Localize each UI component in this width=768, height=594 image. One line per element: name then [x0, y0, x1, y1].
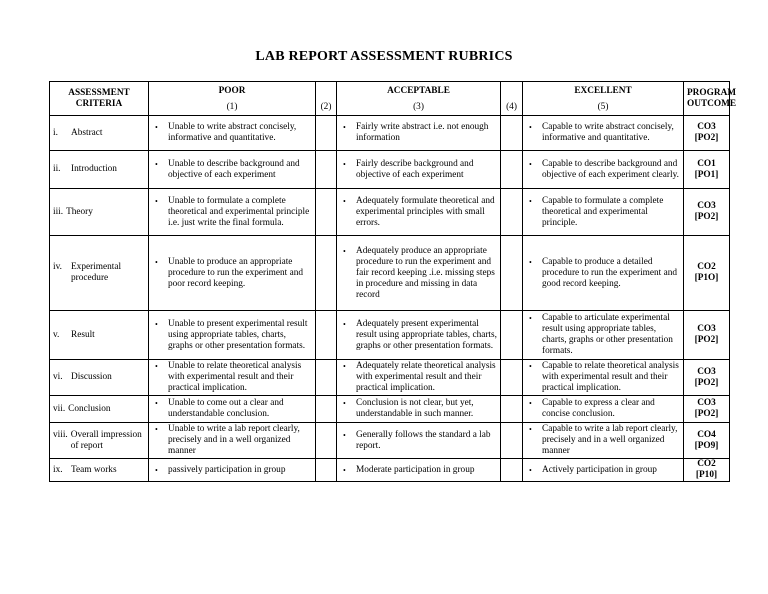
- excellent-cell: [523, 311, 684, 360]
- table-row: [50, 116, 730, 151]
- header-poor: [149, 82, 316, 116]
- bullet-icon: •: [529, 257, 532, 267]
- program-outcome: CO3 [PO2]: [684, 360, 730, 396]
- bullet-icon: •: [155, 425, 158, 434]
- acceptable-cell: [337, 151, 501, 189]
- header-acceptable-score: (3): [413, 101, 424, 112]
- table-row: [50, 459, 730, 482]
- bullet-icon: •: [155, 257, 158, 267]
- page-title: LAB REPORT ASSESSMENT RUBRICS: [255, 49, 513, 64]
- excellent-cell: [523, 116, 684, 151]
- excellent-description: Capable to relate theoretical analysis with experimental result and their practical implication.: [542, 361, 679, 393]
- excellent-cell: [523, 151, 684, 189]
- table-row: [50, 236, 730, 311]
- bullet-icon: •: [343, 465, 346, 475]
- acceptable-description: Adequately formulate theoretical and experimental principles with small errors.: [356, 195, 495, 228]
- header-acceptable: [337, 82, 501, 116]
- poor-description: Unable to relate theoretical analysis with experimental result and their practical implication.: [168, 361, 302, 393]
- criterion-cell: [50, 236, 149, 311]
- excellent-cell: [523, 236, 684, 311]
- criterion-cell: [50, 423, 149, 459]
- criterion-cell: [50, 189, 149, 236]
- acceptable-description: Conclusion is not clear, but yet, understandable in such manner.: [356, 398, 474, 419]
- criterion-cell: [50, 459, 149, 482]
- bullet-icon: •: [343, 362, 346, 371]
- criterion-label: Experimental procedure: [71, 262, 122, 283]
- acceptable-cell: [337, 423, 501, 459]
- poor-cell: [149, 311, 316, 360]
- excellent-cell: [523, 360, 684, 396]
- criterion-number: iii.: [53, 206, 64, 217]
- header-poor-score: (1): [226, 101, 238, 112]
- criterion-number: vi.: [53, 372, 63, 382]
- header-excellent-label: EXCELLENT: [574, 85, 632, 96]
- excellent-description: Capable to write a lab report clearly, precisely and in a well organized manner: [542, 424, 678, 456]
- poor-cell: [149, 236, 316, 311]
- bullet-icon: •: [529, 399, 532, 408]
- criterion-label: Discussion: [71, 372, 112, 382]
- excellent-description: Capable to produce a detailed procedure to run the experiment and good record keeping.: [542, 256, 678, 289]
- poor-description: Unable to produce an appropriate procedure to run the experiment and poor record keeping.: [168, 256, 304, 289]
- bullet-icon: •: [343, 159, 346, 169]
- acceptable-description: Fairly write abstract i.e. not enough information: [356, 122, 489, 143]
- excellent-cell: [523, 459, 684, 482]
- poor-description: Unable to come out a clear and understandable conclusion.: [168, 398, 284, 419]
- excellent-cell: [523, 423, 684, 459]
- header-row: [50, 82, 730, 116]
- header-poor-label: POOR: [218, 85, 246, 96]
- score-2-cell: [316, 360, 337, 396]
- score-4-cell: [501, 396, 523, 423]
- criterion-number: ii.: [53, 164, 61, 174]
- poor-description: Unable to present experimental result using appropriate tables, charts, graphs or other presentation formats.: [168, 318, 308, 351]
- bullet-icon: •: [343, 123, 346, 132]
- poor-cell: [149, 423, 316, 459]
- score-4-cell: [501, 311, 523, 360]
- bullet-icon: •: [529, 314, 532, 323]
- score-2-cell: [316, 189, 337, 236]
- score-2-cell: [316, 236, 337, 311]
- bullet-icon: •: [529, 159, 532, 169]
- acceptable-description: Adequately present experimental result using appropriate tables, charts, graphs or other presentation formats.: [356, 318, 497, 351]
- poor-cell: [149, 116, 316, 151]
- header-criteria: ASSESSMENT CRITERIA: [50, 82, 149, 116]
- acceptable-cell: [337, 396, 501, 423]
- bullet-icon: •: [155, 465, 158, 475]
- acceptable-description: Generally follows the standard a lab report.: [356, 429, 491, 451]
- program-outcome: CO3 [PO2]: [684, 189, 730, 236]
- acceptable-cell: [337, 189, 501, 236]
- criterion-cell: [50, 116, 149, 151]
- acceptable-description: Adequately produce an appropriate procedure to run the experiment and fair record keeping .i.e. missing steps in procedure and missing in data record: [356, 245, 495, 300]
- bullet-icon: •: [529, 425, 532, 434]
- criterion-label: Introduction: [71, 164, 117, 174]
- criterion-cell: [50, 360, 149, 396]
- program-outcome: CO4 [PO9]: [684, 423, 730, 459]
- criterion-number: iv.: [53, 262, 62, 272]
- criterion-number: viii.: [53, 429, 68, 440]
- table-row: [50, 311, 730, 360]
- bullet-icon: •: [529, 123, 532, 132]
- program-outcome: CO1 [PO1]: [684, 151, 730, 189]
- criterion-number: v.: [53, 329, 60, 340]
- poor-description: Unable to formulate a complete theoretical and experimental principle i.e. just write the final formula.: [168, 195, 310, 228]
- bullet-icon: •: [529, 196, 532, 206]
- header-score-4: (4): [501, 82, 523, 116]
- acceptable-description: Fairly describe background and objective of each experiment: [356, 158, 474, 180]
- program-outcome: CO3 [PO2]: [684, 396, 730, 423]
- excellent-description: Capable to write abstract concisely, informative and quantitative.: [542, 122, 674, 143]
- program-outcome: CO3 [PO2]: [684, 116, 730, 151]
- score-2-cell: [316, 396, 337, 423]
- bullet-icon: •: [155, 362, 158, 371]
- criterion-label: Theory: [66, 206, 93, 217]
- acceptable-cell: [337, 236, 501, 311]
- score-4-cell: [501, 189, 523, 236]
- criterion-label: Team works: [71, 464, 117, 475]
- score-4-cell: [501, 360, 523, 396]
- acceptable-cell: [337, 459, 501, 482]
- score-2-cell: [316, 151, 337, 189]
- bullet-icon: •: [529, 465, 532, 475]
- bullet-icon: •: [155, 319, 158, 329]
- bullet-icon: •: [343, 430, 346, 440]
- header-excellent: [523, 82, 684, 116]
- header-excellent-score: (5): [597, 101, 609, 112]
- poor-description: passively participation in group: [168, 464, 286, 475]
- bullet-icon: •: [529, 362, 532, 371]
- score-4-cell: [501, 423, 523, 459]
- acceptable-description: Moderate participation in group: [356, 464, 475, 475]
- criterion-number: i.: [53, 127, 58, 138]
- poor-cell: [149, 189, 316, 236]
- poor-cell: [149, 396, 316, 423]
- excellent-description: Capable to describe background and objective of each experiment clearly.: [542, 158, 679, 180]
- criterion-number: vii.: [53, 403, 66, 414]
- criterion-number: ix.: [53, 464, 63, 475]
- bullet-icon: •: [155, 123, 158, 132]
- score-2-cell: [316, 459, 337, 482]
- criterion-label: Result: [71, 329, 95, 340]
- bullet-icon: •: [343, 319, 346, 329]
- acceptable-cell: [337, 311, 501, 360]
- criterion-label: Abstract: [71, 127, 103, 138]
- bullet-icon: •: [343, 246, 346, 256]
- bullet-icon: •: [155, 399, 158, 408]
- excellent-description: Actively participation in group: [542, 464, 657, 475]
- score-4-cell: [501, 459, 523, 482]
- excellent-description: Capable to articulate experimental result using appropriate tables, charts, graphs or other presentation formats.: [542, 313, 673, 356]
- score-2-cell: [316, 311, 337, 360]
- criterion-cell: [50, 396, 149, 423]
- score-2-cell: [316, 116, 337, 151]
- table-row: [50, 423, 730, 459]
- criterion-cell: [50, 311, 149, 360]
- program-outcome: CO2 [P1O]: [684, 236, 730, 311]
- poor-cell: [149, 360, 316, 396]
- poor-cell: [149, 459, 316, 482]
- acceptable-cell: [337, 360, 501, 396]
- bullet-icon: •: [343, 399, 346, 408]
- table-row: [50, 151, 730, 189]
- score-4-cell: [501, 236, 523, 311]
- score-4-cell: [501, 151, 523, 189]
- excellent-cell: [523, 189, 684, 236]
- poor-cell: [149, 151, 316, 189]
- acceptable-description: Adequately relate theoretical analysis with experimental result and their practical implication.: [356, 361, 496, 393]
- poor-description: Unable to write abstract concisely, informative and quantitative.: [168, 122, 297, 143]
- excellent-cell: [523, 396, 684, 423]
- excellent-description: Capable to express a clear and concise conclusion.: [542, 398, 655, 419]
- poor-description: Unable to write a lab report clearly, precisely and in a well organized manner: [168, 424, 300, 456]
- table-row: [50, 396, 730, 423]
- bullet-icon: •: [155, 196, 158, 206]
- program-outcome: CO3 [PO2]: [684, 311, 730, 360]
- criterion-label: Conclusion: [68, 403, 111, 414]
- table-row: [50, 360, 730, 396]
- program-outcome: CO2 [P10]: [684, 459, 730, 482]
- bullet-icon: •: [155, 159, 158, 169]
- criterion-label: Overall impression of report: [70, 429, 142, 451]
- table-row: [50, 189, 730, 236]
- criterion-cell: [50, 151, 149, 189]
- score-2-cell: [316, 423, 337, 459]
- header-program-outcome: PROGRAM OUTCOME: [684, 82, 730, 116]
- poor-description: Unable to describe background and objective of each experiment: [168, 158, 300, 180]
- score-4-cell: [501, 116, 523, 151]
- excellent-description: Capable to formulate a complete theoretical and experimental principle.: [542, 195, 664, 228]
- bullet-icon: •: [343, 196, 346, 206]
- header-score-2: (2): [316, 82, 337, 116]
- rubric-table: [49, 81, 737, 482]
- acceptable-cell: [337, 116, 501, 151]
- header-acceptable-label: ACCEPTABLE: [387, 85, 450, 96]
